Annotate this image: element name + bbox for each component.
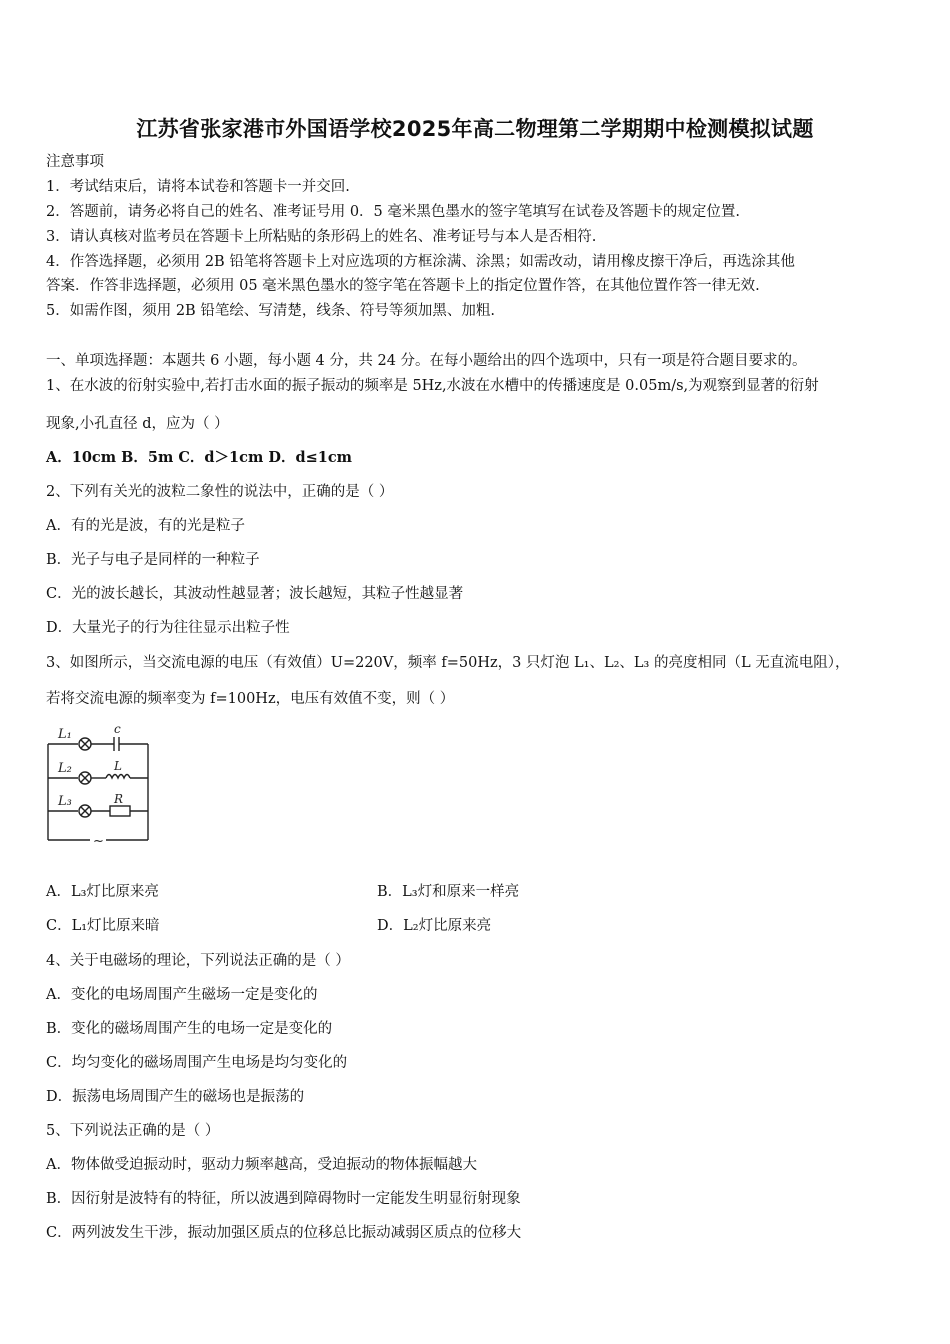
question-2-option-a: A．有的光是波，有的光是粒子	[46, 518, 245, 534]
note-item: 1．考试结束后，请将本试卷和答题卡一并交回.	[46, 179, 350, 195]
question-5-option-b: B．因衍射是波特有的特征，所以波遇到障碍物时一定能发生明显衍射现象	[46, 1191, 521, 1207]
question-2-option-d: D．大量光子的行为往往显示出粒子性	[46, 620, 290, 636]
label-c: c	[114, 722, 121, 736]
question-1-stem: 1、在水波的衍射实验中,若打击水面的振子振动的频率是 5Hz,水波在水槽中的传播速度是 0.05m/s,为观察到显著的衍射	[46, 378, 819, 394]
question-2-option-b: B．光子与电子是同样的一种粒子	[46, 552, 260, 568]
circuit-diagram	[44, 718, 152, 846]
question-3-option-c: C．L₁灯比原来暗	[46, 918, 160, 934]
question-5-stem: 5、下列说法正确的是（ ）	[46, 1123, 220, 1139]
question-1-options: A．10cm B．5m C．d＞1cm D．d≤1cm	[46, 449, 352, 466]
question-4-stem: 4、关于电磁场的理论，下列说法正确的是（ ）	[46, 953, 350, 969]
note-item: 2．答题前，请务必将自己的姓名、准考证号用 0．5 毫米黑色墨水的签字笔填写在试卷及答题卡的规定位置.	[46, 204, 740, 220]
question-5-option-a: A．物体做受迫振动时，驱动力频率越高，受迫振动的物体振幅越大	[46, 1157, 477, 1173]
question-2-option-c: C．光的波长越长，其波动性越显著；波长越短，其粒子性越显著	[46, 586, 464, 602]
label-l3: L₃	[58, 794, 72, 809]
section-heading: 一、单项选择题：本题共 6 小题，每小题 4 分，共 24 分。在每小题给出的四个选项中，只有一项是符合题目要求的。	[46, 353, 807, 369]
label-l: L	[114, 759, 122, 773]
notes-heading: 注意事项	[46, 154, 104, 170]
note-item: 5．如需作图，须用 2B 铅笔绘、写清楚，线条、符号等须加黑、加粗.	[46, 303, 495, 319]
question-4-option-a: A．变化的电场周围产生磁场一定是变化的	[46, 987, 318, 1003]
question-4-option-b: B．变化的磁场周围产生的电场一定是变化的	[46, 1021, 333, 1037]
note-item: 4．作答选择题，必须用 2B 铅笔将答题卡上对应选项的方框涂满、涂黑；如需改动，请用橡皮擦干净后，再选涂其他	[46, 254, 795, 270]
question-3-option-a: A．L₃灯比原来亮	[46, 884, 159, 900]
question-2-stem: 2、下列有关光的波粒二象性的说法中，正确的是（ ）	[46, 484, 394, 500]
ac-source-symbol: ~	[93, 834, 104, 846]
question-3-stem-cont: 若将交流电源的频率变为 f=100Hz，电压有效值不变，则（ ）	[46, 691, 455, 707]
question-5-option-c: C．两列波发生干涉，振动加强区质点的位移总比振动减弱区质点的位移大	[46, 1225, 522, 1241]
question-3-option-b: B．L₃灯和原来一样亮	[377, 884, 520, 900]
note-item: 3．请认真核对监考员在答题卡上所粘贴的条形码上的姓名、准考证号与本人是否相符.	[46, 229, 597, 245]
note-item: 答案．作答非选择题，必须用 05 毫米黑色墨水的签字笔在答题卡上的指定位置作答，在其他位置作答一律无效.	[46, 278, 760, 294]
question-4-option-c: C．均匀变化的磁场周围产生电场是均匀变化的	[46, 1055, 348, 1071]
question-3-option-d: D．L₂灯比原来亮	[377, 918, 492, 934]
question-4-option-d: D．振荡电场周围产生的磁场也是振荡的	[46, 1089, 305, 1105]
question-3-stem: 3、如图所示，当交流电源的电压（有效值）U=220V，频率 f=50Hz，3 只灯泡 L₁、L₂、L₃ 的亮度相同（L 无直流电阻），	[46, 655, 850, 671]
page-title: 江苏省张家港市外国语学校2025年高二物理第二学期期中检测模拟试题	[136, 117, 814, 141]
label-r: R	[114, 792, 124, 806]
question-1-stem-cont: 现象,小孔直径 d，应为（ ）	[46, 416, 229, 432]
label-l1: L₁	[58, 727, 72, 742]
label-l2: L₂	[58, 761, 72, 776]
